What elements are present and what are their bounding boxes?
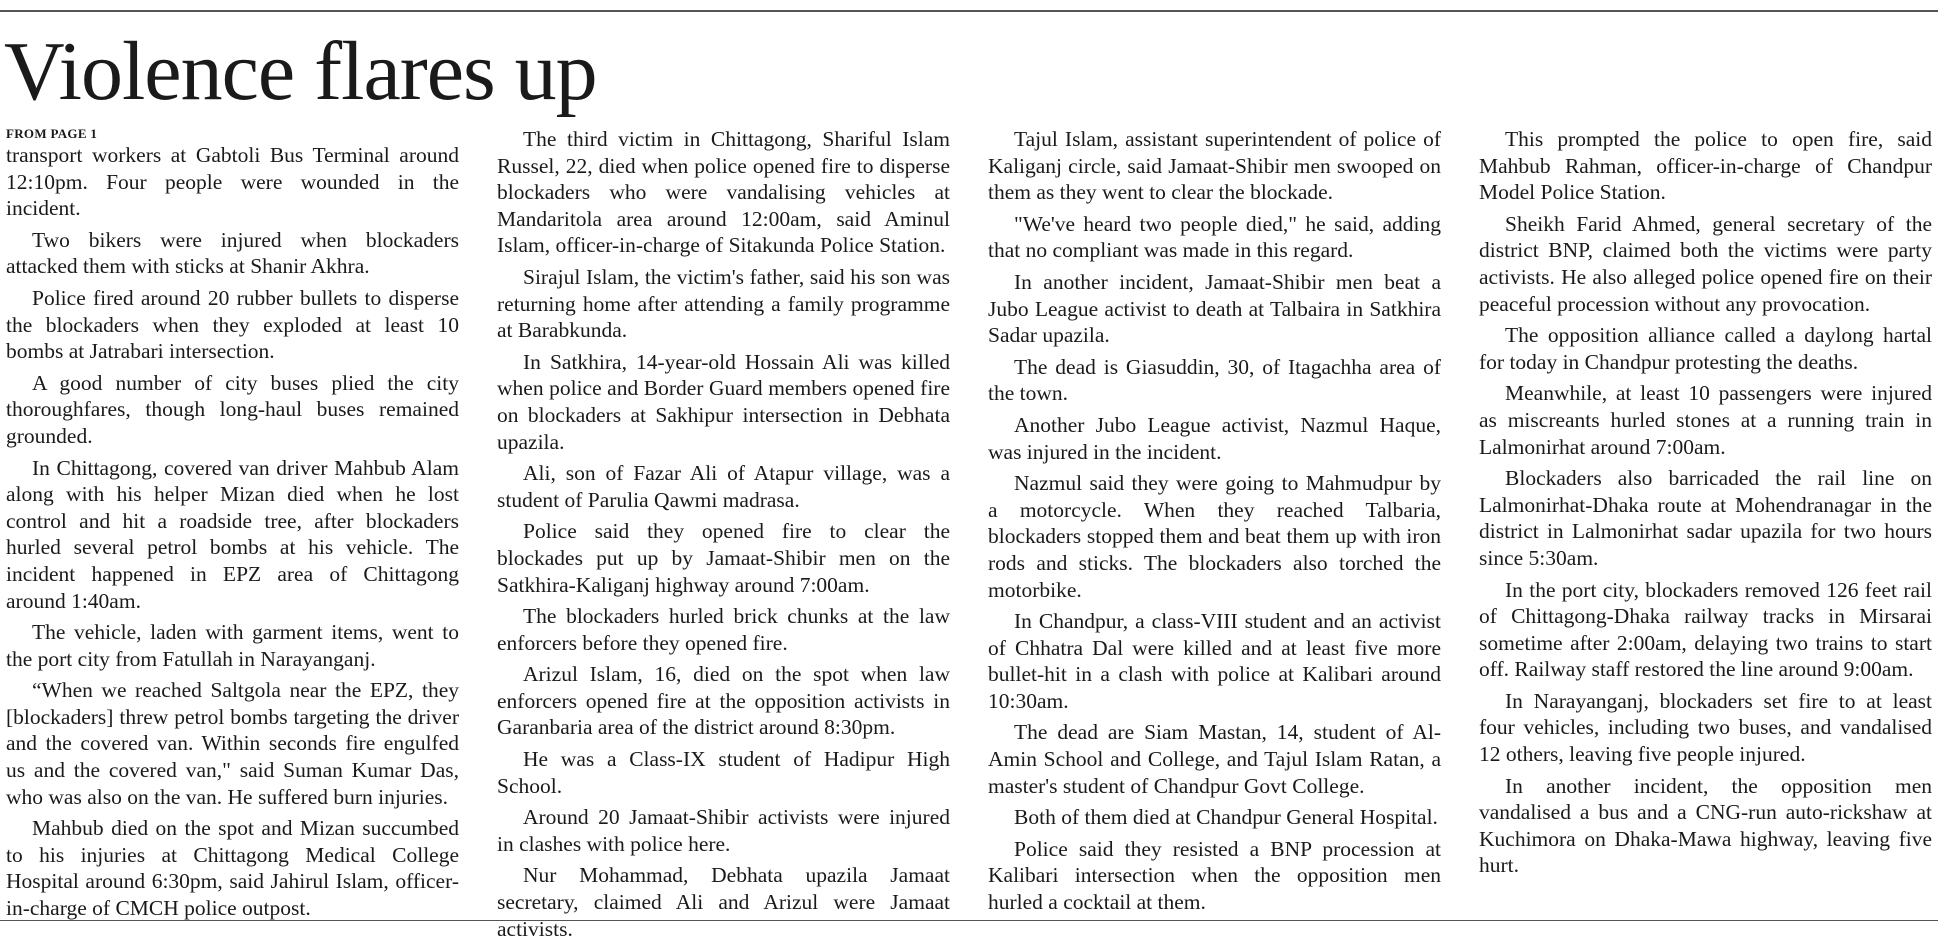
paragraph: In Chandpur, a class-VIII student and an activist of Chhatra Dal were killed and at least five more bullet-hit in a clash with police at Kalibari around 10:30am. — [988, 609, 1441, 713]
paragraph: In Chittagong, covered van driver Mahbub Alam along with his helper Mizan died when he lost control and hit a roadside tree, after blockaders hurled several petrol bombs at his vehicle. The incident happened in EPZ area of Chittagong around 1:40am. — [6, 455, 459, 613]
paragraph: “When we reached Saltgola near the EPZ, they [blockaders] threw petrol bombs targeting the driver and the covered van. Within seconds fire engulfed us and the covered van," said Suman Kumar Das, who was also on the van. He suffered burn injuries. — [6, 678, 459, 809]
paragraph: In Narayanganj, blockaders set fire to at least four vehicles, including two buses, and vandalised 12 others, leaving five people injured. — [1479, 688, 1932, 767]
paragraph: Around 20 Jamaat-Shibir activists were injured in clashes with police here. — [497, 805, 950, 856]
paragraph: Police said they resisted a BNP procession at Kalibari intersection when the opposition men hurled a cocktail at them. — [988, 836, 1441, 915]
paragraph: The dead are Siam Mastan, 14, student of Al-Amin School and College, and Tajul Islam Ratan, a master's student of Chandpur Govt College. — [988, 720, 1441, 798]
paragraph: Mahbub died on the spot and Mizan succumbed to his injuries at Chittagong Medical College Hospital around 6:30pm, said Jahirul Islam, officer-in-charge of CMCH police outpost. — [6, 816, 459, 921]
paragraph: Two bikers were injured when blockaders attacked them with sticks at Shanir Akhra. — [6, 227, 459, 279]
column-3 — [988, 126, 1441, 916]
paragraph: Police fired around 20 rubber bullets to disperse the blockaders when they exploded at least 10 bombs at Jatrabari intersection. — [6, 285, 459, 364]
paragraph: Blockaders also barricaded the rail line on Lalmonirhat-Dhaka route at Mohendranagar in the district in Lalmonirhat sadar upazila for two hours since 5:30am. — [1479, 466, 1932, 570]
paragraph: The opposition alliance called a daylong hartal for today in Chandpur protesting the deaths. — [1479, 323, 1932, 374]
paragraph: He was a Class-IX student of Hadipur High School. — [497, 747, 950, 798]
paragraph: The third victim in Chittagong, Shariful Islam Russel, 22, died when police opened fire to disperse blockaders who were vandalising vehicles at Mandaritola area around 12:00am, said Aminul Islam, officer-in-charge of Sitakunda Police Station. — [497, 127, 950, 258]
bottom-rule — [0, 920, 1938, 921]
paragraph: Tajul Islam, assistant superintendent of police of Kaliganj circle, said Jamaat-Shibir men swooped on them as they went to clear the blockade. — [988, 127, 1441, 205]
kicker: FROM PAGE 1 — [6, 126, 98, 141]
paragraph: Both of them died at Chandpur General Hospital. — [1014, 805, 1438, 830]
paragraph: Another Jubo League activist, Nazmul Haque, was injured in the incident. — [988, 412, 1441, 464]
paragraph: In the port city, blockaders removed 126 feet rail of Chittagong-Dhaka railway tracks in Mirsarai sometime after 2:00am, delaying two trains to start off. Railway staff restored the line around 9:00am. — [1479, 577, 1932, 682]
paragraph: "We've heard two people died," he said, adding that no compliant was made in this regard. — [988, 211, 1441, 263]
paragraph: Nazmul said they were going to Mahmudpur by a motorcycle. When they reached Talbaria, blockaders stopped them and beat them up with iron rods and sticks. The blockaders also torched the motorbike. — [988, 471, 1441, 602]
paragraph: The vehicle, laden with garment items, went to the port city from Fatullah in Narayanganj. — [6, 620, 459, 671]
article-body — [6, 126, 1932, 941]
paragraph: This prompted the police to open fire, said Mahbub Rahman, officer-in-charge of Chandpur Model Police Station. — [1479, 127, 1932, 205]
top-rule — [0, 10, 1938, 12]
paragraph: In Satkhira, 14-year-old Hossain Ali was killed when police and Border Guard members opened fire on blockaders at Sakhipur intersection in Debhata upazila. — [497, 349, 950, 454]
paragraph: transport workers at Gabtoli Bus Terminal around 12:10pm. Four people were wounded in the incident. — [6, 143, 459, 221]
paragraph: A good number of city buses plied the city thoroughfares, though long-haul buses remained grounded. — [6, 370, 459, 448]
paragraph: Meanwhile, at least 10 passengers were injured as miscreants hurled stones at a running train in Lalmonirhat around 7:00am. — [1479, 381, 1932, 459]
headline: Violence flares up — [4, 25, 597, 118]
paragraph: Nur Mohammad, Debhata upazila Jamaat secretary, claimed Ali and Arizul were Jamaat activists. — [497, 863, 950, 941]
column-2 — [497, 126, 950, 941]
paragraph: The dead is Giasuddin, 30, of Itagachha area of the town. — [988, 354, 1441, 406]
column-4 — [1479, 126, 1932, 916]
paragraph: Ali, son of Fazar Ali of Atapur village, was a student of Parulia Qawmi madrasa. — [497, 461, 950, 512]
paragraph: In another incident, Jamaat-Shibir men beat a Jubo League activist to death at Talbaira in Satkhira Sadar upazila. — [988, 269, 1441, 348]
paragraph: The blockaders hurled brick chunks at the law enforcers before they opened fire. — [497, 604, 950, 655]
column-1 — [6, 126, 459, 921]
paragraph: Arizul Islam, 16, died on the spot when law enforcers opened fire at the opposition activists in Garanbaria area of the district around 8:30pm. — [497, 662, 950, 740]
paragraph: Sheikh Farid Ahmed, general secretary of the district BNP, claimed both the victims were party activists. He also alleged police opened fire on their peaceful procession without any provocation. — [1479, 211, 1932, 316]
paragraph: Police said they opened fire to clear the blockades put up by Jamaat-Shibir men on the Satkhira-Kaliganj highway around 7:00am. — [497, 519, 950, 597]
paragraph: In another incident, the opposition men vandalised a bus and a CNG-run auto-rickshaw at Kuchimora on Dhaka-Mawa highway, leaving five hurt. — [1479, 773, 1932, 878]
paragraph: Sirajul Islam, the victim's father, said his son was returning home after attending a family programme at Barabkunda. — [497, 264, 950, 343]
